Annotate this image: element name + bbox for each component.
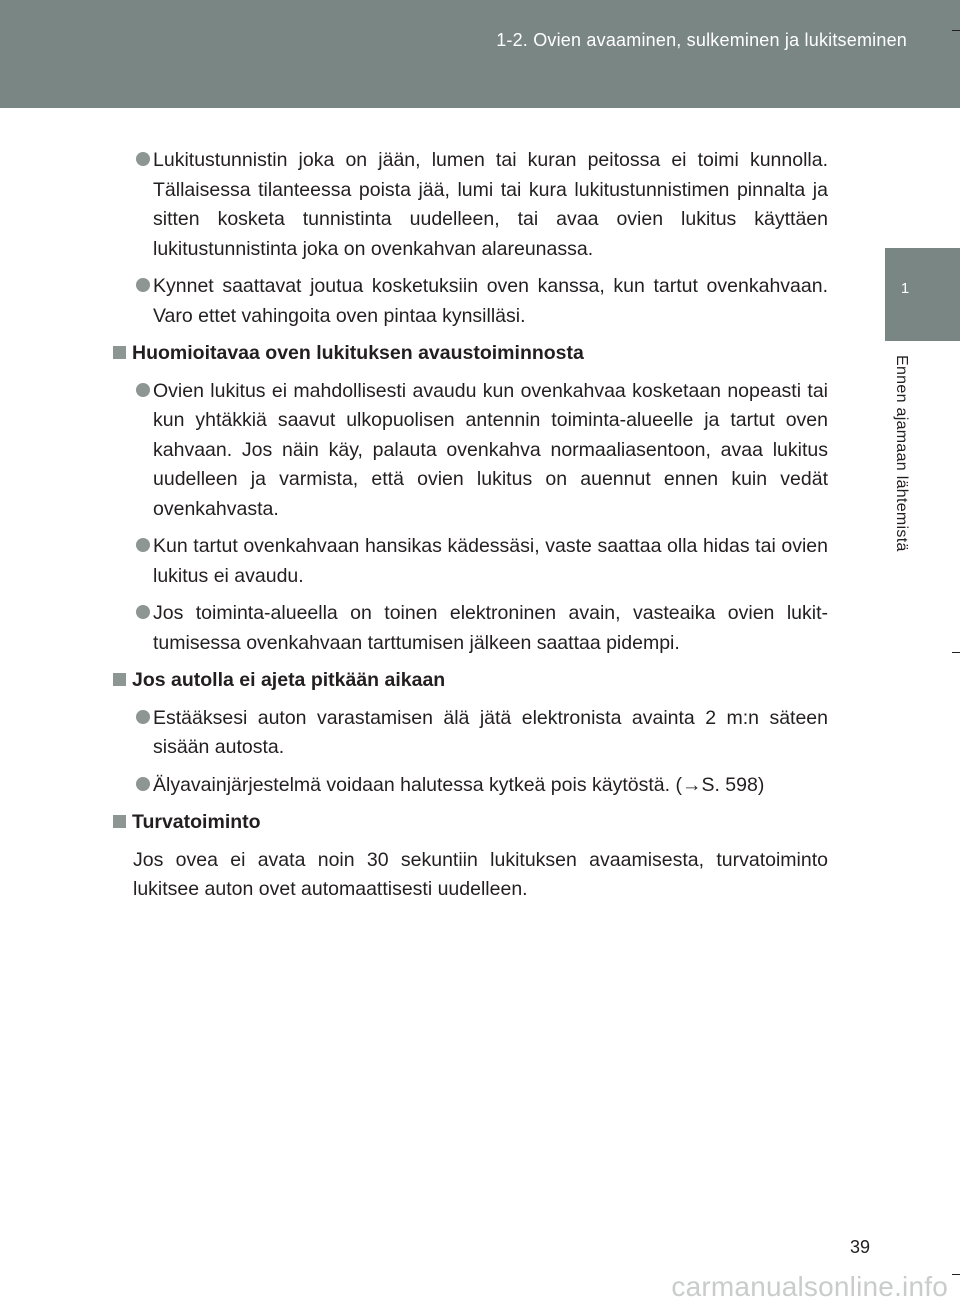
square-bullet-icon xyxy=(113,673,126,686)
side-tab-upper xyxy=(885,108,960,248)
list-item: Lukitustunnistin joka on jään, lumen tai kuran peitossa ei toimi kunnolla. Tällaisessa tilanteessa poista jää, lumi tai kura lukitustunnistimen pinnalta ja sitten kosketa tunnistinta uudelleen, tai avaa ovien lukitus käyttäen lukitustunnistinta joka on ovenkahvan alareunassa. xyxy=(112,146,828,264)
bullet-dot-icon xyxy=(136,383,150,397)
paragraph: Jos ovea ei avata noin 30 sekuntiin lukituksen avaamisesta, turvatoiminto lukitsee auton ovet automaattisesti uudelleen. xyxy=(133,848,828,900)
page-content xyxy=(112,146,828,913)
list-item: Ovien lukitus ei mahdollisesti avaudu kun ovenkahvaa kosketaan nopeasti tai kun yhtäkkiä saavut ulkopuolisen antennin toiminta-alueelle ja tartut oven kahvaan. Jos näin käy, palauta ovenkahva normaaliasentoon, avaa lukitus uudelleen ja varmista, että ovien lukitus on auennut ennen kuin vedät ovenkahvasta. xyxy=(112,377,828,525)
section-heading: Huomioitavaa oven lukituksen avaustoiminnosta xyxy=(112,339,828,369)
bullet-dot-icon xyxy=(136,152,150,166)
section-heading: Turvatoiminto xyxy=(112,808,828,838)
crop-mark xyxy=(952,30,960,31)
list-item: Kynnet saattavat joutua kosketuksiin oven kanssa, kun tartut ovenkahvaan. Varo ettet vahingoita oven pintaa kynsilläsi. xyxy=(112,272,828,331)
section-heading: Jos autolla ei ajeta pitkään aikaan xyxy=(112,666,828,696)
square-bullet-icon xyxy=(113,346,126,359)
side-tab-label: Ennen ajamaan lähtemistä xyxy=(893,355,910,552)
list-item: Kun tartut ovenkahvaan hansikas kädessäsi, vaste saattaa olla hidas tai ovien lukitus ei avaudu. xyxy=(112,532,828,591)
list-item: Älyavainjärjestelmä voidaan halutessa kytkeä pois käytöstä. (→S. 598) xyxy=(112,771,828,801)
section-title: 1-2. Ovien avaaminen, sulkeminen ja lukitseminen xyxy=(496,30,907,50)
bullet-dot-icon xyxy=(136,777,150,791)
list-item: Estääksesi auton varastamisen älä jätä elektronista avainta 2 m:n säteen sisään autosta. xyxy=(112,704,828,763)
side-tab-number: 1 xyxy=(900,280,910,297)
square-bullet-icon xyxy=(113,815,126,828)
crop-mark xyxy=(952,1274,960,1275)
bullet-dot-icon xyxy=(136,538,150,552)
bullet-dot-icon xyxy=(136,710,150,724)
bullet-dot-icon xyxy=(136,278,150,292)
header-band xyxy=(0,0,960,108)
list-item: Jos toiminta-alueella on toinen elektroninen avain, vasteaika ovien lukittumisessa ovenkahvaan tarttumisen jälkeen saattaa pidempi. xyxy=(112,599,828,658)
bullet-dot-icon xyxy=(136,605,150,619)
crop-mark xyxy=(952,652,960,653)
watermark: carmanualsonline.info xyxy=(671,1271,948,1302)
page-number: 39 xyxy=(850,1237,871,1257)
